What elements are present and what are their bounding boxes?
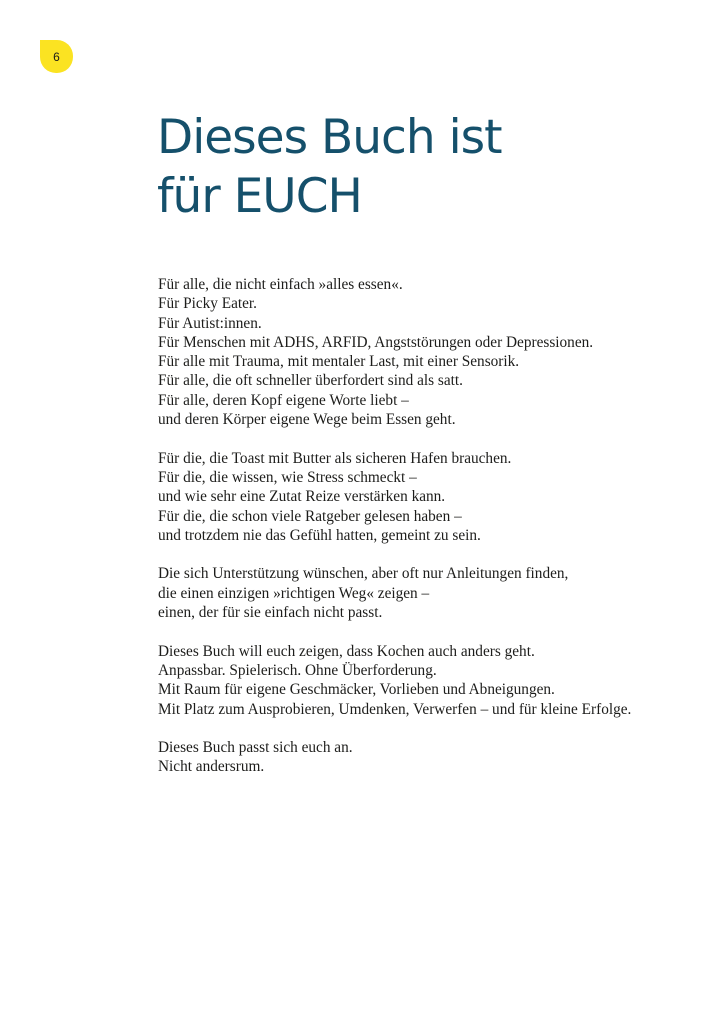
text-line: Für Autist:innen. — [158, 314, 262, 332]
text-line: Dieses Buch will euch zeigen, dass Kochen auch anders geht. — [158, 642, 535, 660]
paragraph-2 — [158, 449, 678, 545]
text-line: die einen einzigen »richtigen Weg« zeigen – — [158, 584, 430, 602]
page-number: 6 — [53, 49, 60, 64]
text-line: und trotzdem nie das Gefühl hatten, gemeint zu sein. — [158, 526, 481, 544]
page-number-tab — [40, 40, 73, 73]
text-line: Für die, die Toast mit Butter als sicheren Hafen brauchen. — [158, 449, 512, 467]
text-line: Die sich Unterstützung wünschen, aber oft nur Anleitungen finden, — [158, 565, 569, 583]
text-line: Für alle, die oft schneller überfordert sind als satt. — [158, 372, 463, 390]
text-line: Nicht andersrum. — [158, 758, 265, 776]
text-line: Für Picky Eater. — [158, 295, 257, 313]
paragraph-4 — [158, 642, 678, 719]
text-line: und deren Körper eigene Wege beim Essen geht. — [158, 411, 456, 429]
text-line: Für alle, die nicht einfach »alles essen«. — [158, 276, 403, 293]
title-line-1: Dieses Buch ist — [157, 110, 502, 165]
text-line: Anpassbar. Spielerisch. Ohne Überforderung. — [158, 661, 437, 679]
text-line: Für die, die wissen, wie Stress schmeckt – — [158, 468, 417, 486]
body-text — [158, 275, 678, 777]
page-title — [157, 108, 502, 226]
title-line-2: für EUCH — [157, 169, 362, 224]
text-line: Mit Platz zum Ausprobieren, Umdenken, Verwerfen – und für kleine Erfolge. — [158, 700, 632, 718]
text-line: Für alle, deren Kopf eigene Worte liebt – — [158, 391, 409, 409]
text-line: Dieses Buch passt sich euch an. — [158, 739, 353, 757]
paragraph-3 — [158, 564, 678, 622]
text-line: Für Menschen mit ADHS, ARFID, Angststörungen oder Depressionen. — [158, 333, 594, 351]
text-line: Für die, die schon viele Ratgeber gelesen haben – — [158, 507, 462, 525]
text-line: Für alle mit Trauma, mit mentaler Last, mit einer Sensorik. — [158, 353, 520, 371]
text-line: Mit Raum für eigene Geschmäcker, Vorlieben und Abneigungen. — [158, 681, 555, 699]
paragraph-1 — [158, 275, 678, 429]
text-line: einen, der für sie einfach nicht passt. — [158, 604, 383, 622]
text-line: und wie sehr eine Zutat Reize verstärken kann. — [158, 488, 446, 506]
paragraph-5 — [158, 738, 678, 777]
